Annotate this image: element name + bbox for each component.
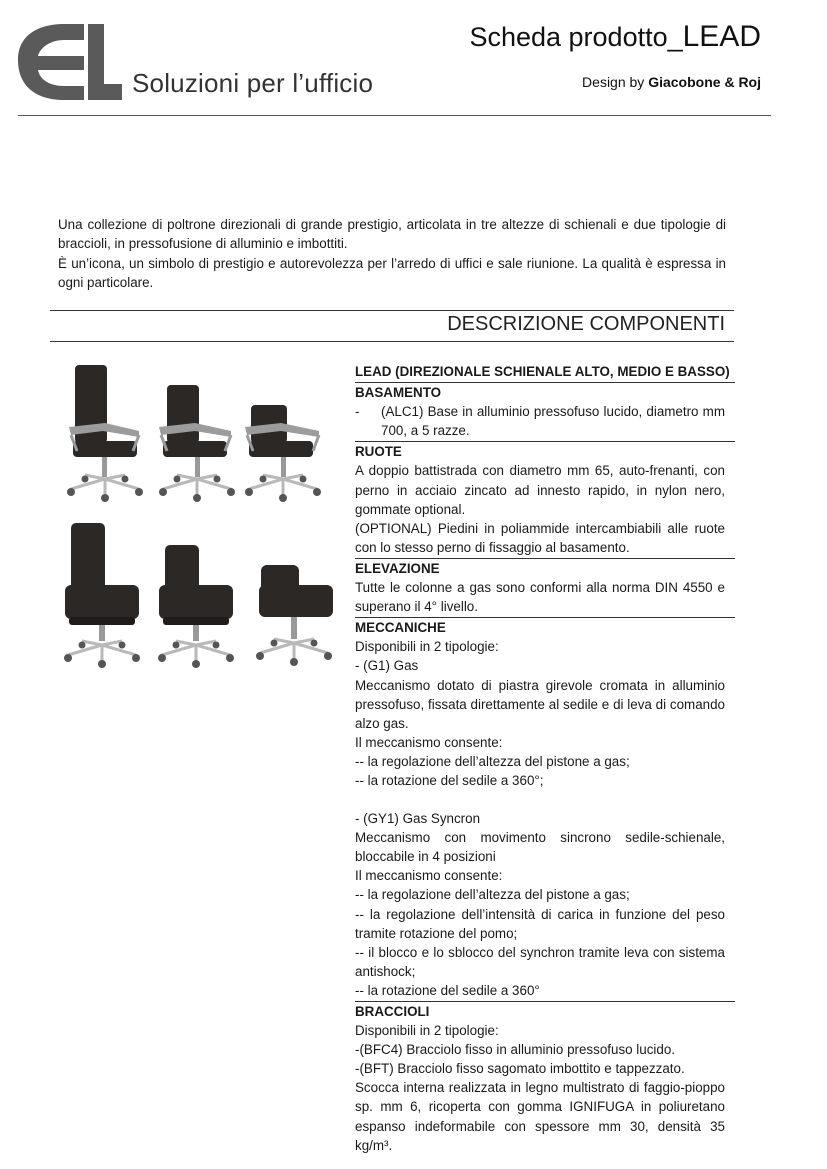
meccaniche-line: -- la regolazione dell’altezza del pistone a gas;	[355, 887, 630, 903]
spec-basamento	[355, 383, 735, 442]
spec-elevazione-heading: ELEVAZIONE	[355, 560, 440, 576]
chair-low-back-aluminium	[245, 405, 321, 502]
title-prefix: Scheda prodotto_	[469, 22, 683, 52]
spacer	[355, 790, 735, 809]
header-divider	[18, 115, 771, 116]
spec-meccaniche	[355, 618, 735, 1002]
bullet-dash: -	[355, 404, 360, 420]
section-divider-bottom	[50, 341, 734, 342]
braccioli-line: -(BFC4) Bracciolo fisso in alluminio pressofuso lucido.	[355, 1042, 676, 1058]
company-tagline: Soluzioni per l’ufficio	[132, 68, 374, 98]
spec-meccaniche-heading: MECCANICHE	[355, 620, 446, 636]
spec-braccioli	[355, 1002, 735, 1156]
meccaniche-line: Il meccanismo consente:	[355, 868, 503, 884]
meccaniche-line: Disponibili in 2 tipologie:	[355, 639, 499, 655]
page-title	[469, 20, 761, 54]
product-name: LEAD	[682, 20, 761, 53]
meccaniche-line: -- il blocco e lo sblocco del synchron tramite leva con sistema antishock;	[355, 944, 725, 979]
chair-medium-back-upholstered	[158, 545, 234, 668]
spec-braccioli-heading: BRACCIOLI	[355, 1004, 430, 1019]
spec-elevazione-text: Tutte le colonne a gas sono conformi alla norma DIN 4550 e superano il 4° livello.	[355, 580, 725, 615]
intro-text	[58, 215, 726, 293]
spec-model-title: LEAD (DIREZIONALE SCHIENALE ALTO, MEDIO E BASSO)	[355, 364, 730, 379]
designer-credit	[582, 74, 761, 90]
spec-ruote-optional: (OPTIONAL) Piedini in poliammide intercambiabili alle ruote con lo stesso perno di fissaggio al basamento.	[355, 520, 725, 555]
spec-ruote	[355, 442, 735, 559]
chairs-image	[55, 355, 345, 675]
section-title: DESCRIZIONE COMPONENTI	[447, 313, 725, 335]
meccaniche-line: Meccanismo dotato di piastra girevole cromata in alluminio pressofuso, fissata direttamente al sedile e di leva di comando alzo gas.	[355, 677, 725, 731]
chair-medium-back-aluminium	[159, 385, 235, 502]
meccaniche-line: - (GY1) Gas Syncron	[355, 811, 481, 827]
braccioli-line: Disponibili in 2 tipologie:	[355, 1023, 499, 1039]
chair-high-back-aluminium	[67, 365, 143, 502]
spec-elevazione	[355, 559, 735, 618]
intro-paragraph-1: Una collezione di poltrone direzionali di grande prestigio, articolata in tre altezze di schienali e due tipologie di braccioli, in pressofusione di alluminio e imbottiti.	[58, 217, 726, 252]
spec-basamento-item	[355, 402, 725, 440]
chair-low-back-upholstered	[256, 565, 333, 666]
spec-basamento-text: (ALC1) Base in alluminio pressofuso lucido, diametro mm 700, a 5 razze.	[381, 404, 725, 439]
section-divider-top	[50, 310, 734, 311]
meccaniche-line: Meccanismo con movimento sincrono sedile-schienale, bloccabile in 4 posizioni	[355, 830, 725, 865]
design-prefix: Design by	[582, 74, 645, 90]
spec-basamento-heading: BASAMENTO	[355, 385, 442, 401]
spec-ruote-text: A doppio battistrada con diametro mm 65, auto-frenanti, con perno in acciaio zincato ad innesto rapido, in nylon nero, gommate optional.	[355, 463, 725, 517]
chair-high-back-upholstered	[64, 523, 140, 668]
intro-paragraph-2: È un’icona, un simbolo di prestigio e autorevolezza per l’arredo di uffici e sale riunione. La qualità è espressa in ogni particolare.	[58, 255, 726, 291]
components-specs	[355, 362, 735, 1156]
designer-name: Giacobone & Roj	[648, 74, 761, 90]
braccioli-line: Scocca interna realizzata in legno multistrato di faggio-pioppo sp. mm 6, ricoperta con gomma IGNIFUGA in poliuretano espanso indeformabile con spessore mm 30, densità 35 kg/m³.	[355, 1080, 725, 1153]
meccaniche-line: -- la regolazione dell’altezza del pistone a gas;	[355, 753, 630, 769]
spec-ruote-heading: RUOTE	[355, 444, 402, 460]
meccaniche-line: - (G1) Gas	[355, 658, 419, 674]
meccaniche-line: -- la regolazione dell’intensità di carica in funzione del peso tramite rotazione del pomo;	[355, 906, 725, 941]
company-logo	[14, 20, 124, 100]
meccaniche-line: -- la rotazione del sedile a 360°	[355, 982, 540, 998]
spec-model	[355, 362, 735, 383]
meccaniche-line: -- la rotazione del sedile a 360°;	[355, 772, 544, 788]
braccioli-line: -(BFT) Bracciolo fisso sagomato imbottito e tappezzato.	[355, 1061, 685, 1077]
meccaniche-line: Il meccanismo consente:	[355, 734, 503, 750]
